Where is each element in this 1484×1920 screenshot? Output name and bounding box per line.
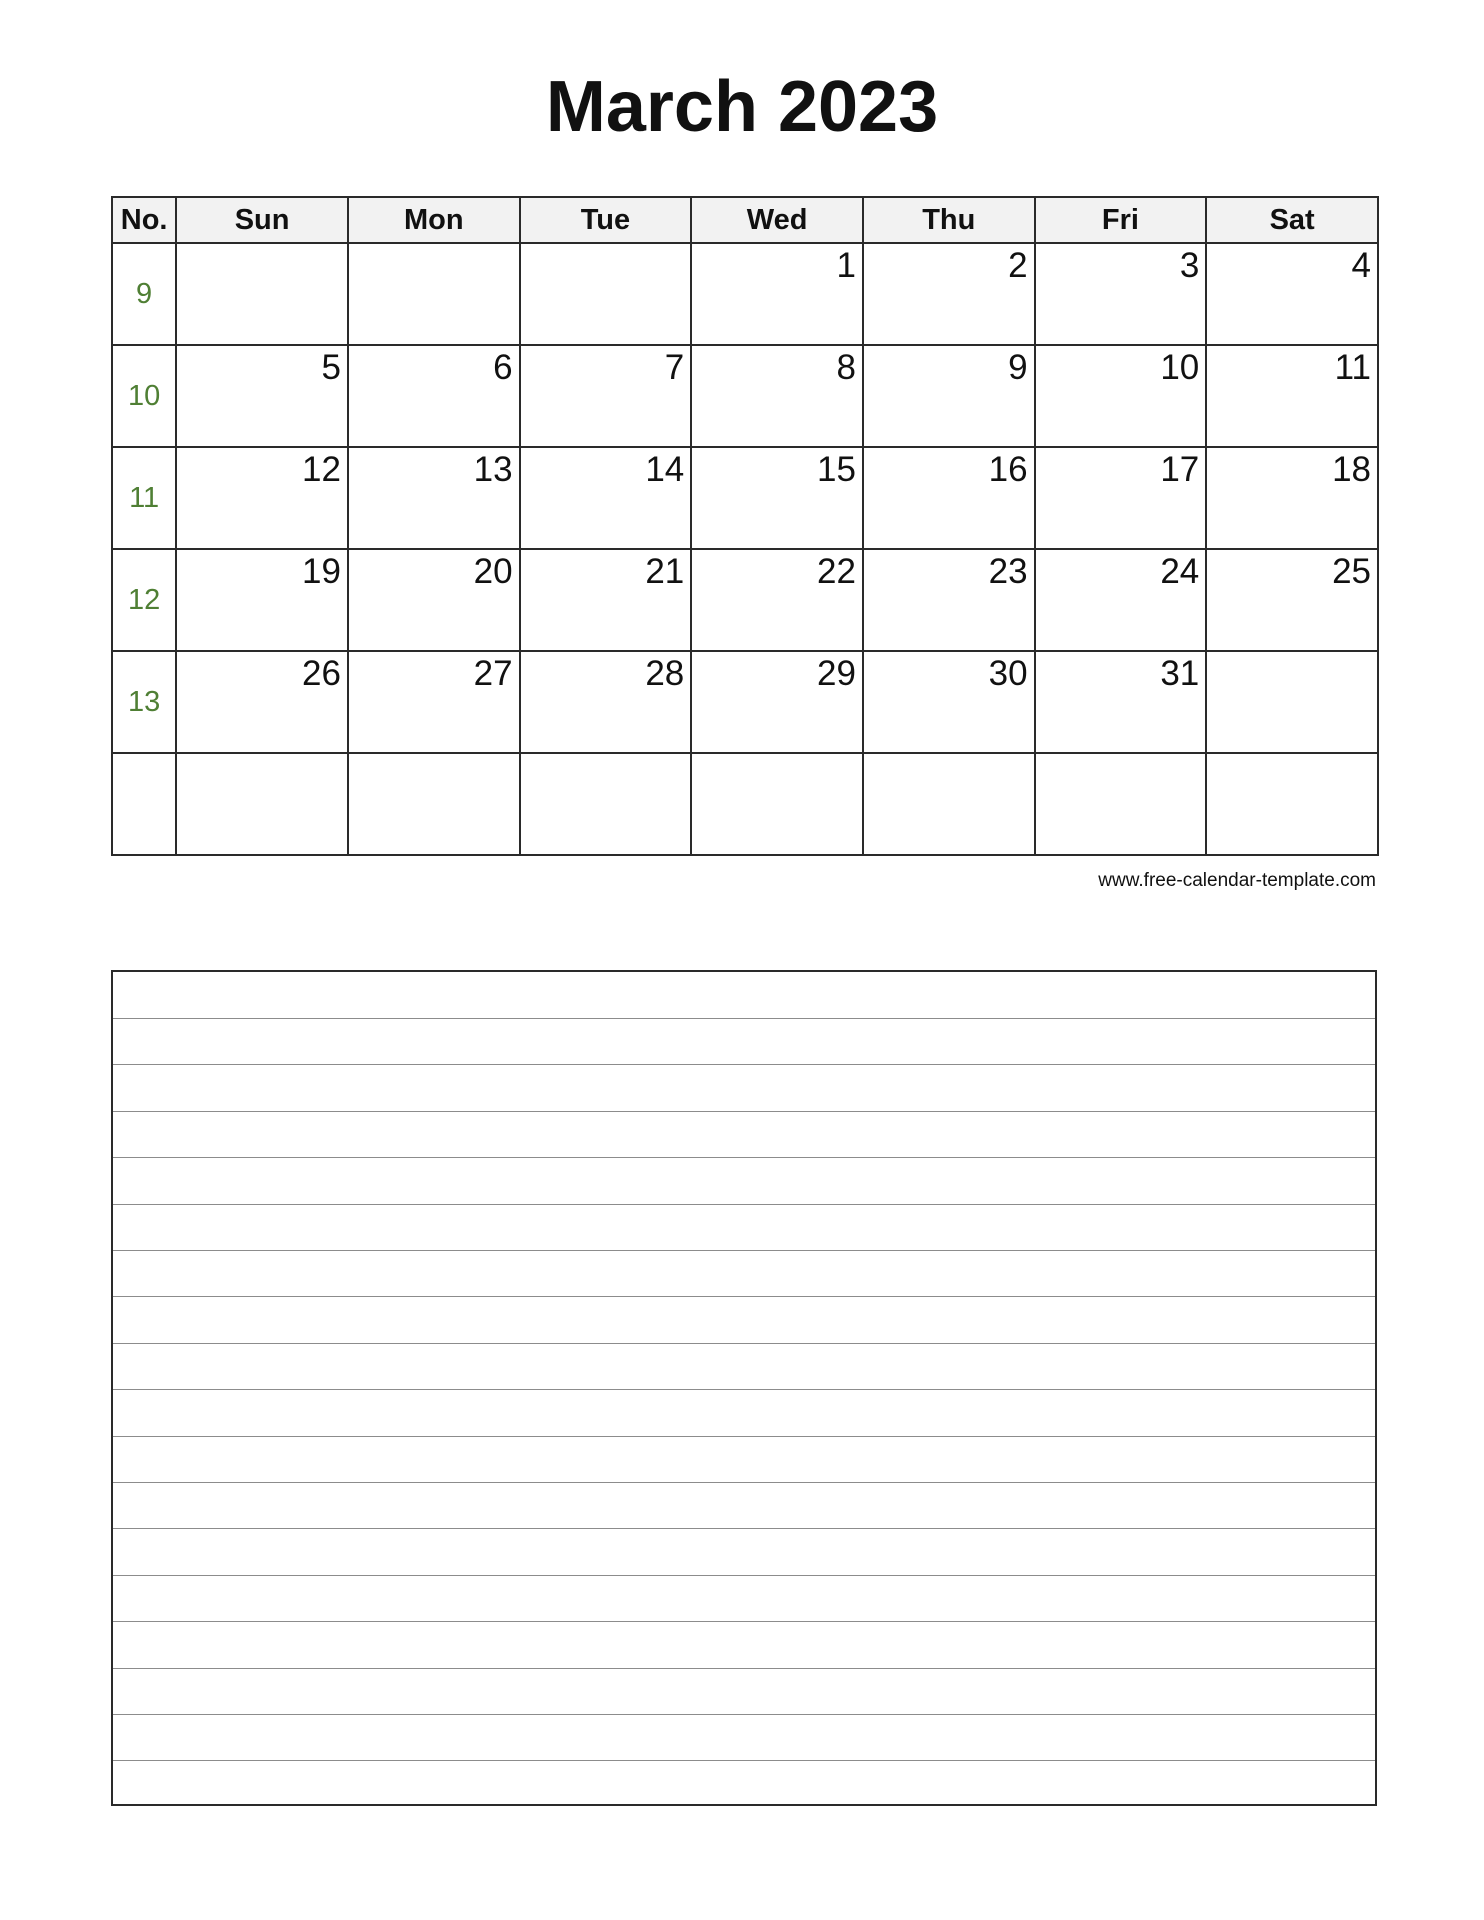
day-number: 5: [321, 348, 341, 387]
notes-area[interactable]: [111, 970, 1377, 1806]
note-line: [113, 1111, 1375, 1112]
day-number: 30: [988, 654, 1028, 693]
note-line: [113, 1343, 1375, 1344]
day-number: 15: [817, 450, 856, 489]
day-number: 16: [988, 450, 1028, 489]
weekday-header-wed: Wed: [691, 197, 863, 243]
day-number: [349, 244, 519, 246]
week-number: 10: [112, 345, 176, 447]
day-cell[interactable]: [176, 345, 348, 447]
note-line: [113, 1482, 1375, 1483]
calendar-grid: [111, 196, 1379, 856]
day-number: 6: [493, 348, 513, 387]
note-line: [113, 1389, 1375, 1390]
note-line: [113, 1204, 1375, 1205]
note-line: [113, 1668, 1375, 1669]
week-row: [112, 753, 1378, 855]
day-cell[interactable]: [520, 243, 692, 345]
day-cell[interactable]: [520, 651, 692, 753]
day-cell[interactable]: [520, 549, 692, 651]
day-cell[interactable]: [348, 651, 520, 753]
week-number: 9: [112, 243, 176, 345]
week-row: [112, 243, 1378, 345]
day-number: 20: [473, 552, 513, 591]
day-number: [1036, 754, 1206, 756]
week-number: [112, 753, 176, 855]
day-number: 31: [1160, 654, 1200, 693]
day-number: [1207, 754, 1377, 756]
week-row: [112, 651, 1378, 753]
weekday-header-tue: Tue: [520, 197, 692, 243]
note-line: [113, 1064, 1375, 1065]
note-line: [113, 1296, 1375, 1297]
day-number: [692, 754, 862, 756]
day-cell[interactable]: [1206, 651, 1378, 753]
day-cell[interactable]: [520, 753, 692, 855]
day-number: 9: [1008, 348, 1028, 387]
day-number: 23: [988, 552, 1028, 591]
day-number: 1: [836, 246, 856, 285]
day-cell[interactable]: [863, 753, 1035, 855]
week-number: 12: [112, 549, 176, 651]
note-line: [113, 1436, 1375, 1437]
day-number: 13: [473, 450, 513, 489]
day-cell[interactable]: [348, 345, 520, 447]
note-line: [113, 1714, 1375, 1715]
day-cell[interactable]: [1206, 345, 1378, 447]
note-line: [113, 1018, 1375, 1019]
day-number: 11: [1334, 348, 1371, 387]
day-number: 25: [1332, 552, 1371, 591]
week-row: [112, 549, 1378, 651]
day-cell[interactable]: [691, 651, 863, 753]
day-cell[interactable]: [176, 651, 348, 753]
day-number: [864, 754, 1034, 756]
week-row: [112, 345, 1378, 447]
day-cell[interactable]: [176, 447, 348, 549]
day-cell[interactable]: [1206, 243, 1378, 345]
week-row: [112, 447, 1378, 549]
day-cell[interactable]: [863, 243, 1035, 345]
day-number: 26: [301, 654, 341, 693]
day-number: [177, 754, 347, 756]
weekday-header-row: [112, 197, 1378, 243]
day-cell[interactable]: [1206, 447, 1378, 549]
day-cell[interactable]: [348, 243, 520, 345]
day-number: 18: [1332, 450, 1371, 489]
day-cell[interactable]: [1206, 549, 1378, 651]
weekday-header-thu: Thu: [863, 197, 1035, 243]
day-number: [177, 244, 347, 246]
day-number: 17: [1160, 450, 1200, 489]
day-number: 19: [301, 552, 341, 591]
day-number: 14: [645, 450, 685, 489]
day-number: 22: [817, 552, 856, 591]
day-number: 10: [1160, 348, 1200, 387]
weekday-header-fri: Fri: [1035, 197, 1207, 243]
day-cell[interactable]: [691, 753, 863, 855]
day-number: [521, 244, 691, 246]
week-number: 11: [112, 447, 176, 549]
day-number: [1207, 652, 1377, 654]
note-line: [113, 1621, 1375, 1622]
day-cell[interactable]: [863, 549, 1035, 651]
weekday-header-mon: Mon: [348, 197, 520, 243]
note-line: [113, 1575, 1375, 1576]
day-number: [349, 754, 519, 756]
week-number-header: No.: [112, 197, 176, 243]
note-line: [113, 1250, 1375, 1251]
day-number: 8: [836, 348, 856, 387]
day-cell[interactable]: [1035, 753, 1207, 855]
note-line: [113, 1157, 1375, 1158]
day-cell[interactable]: [863, 447, 1035, 549]
weekday-header-sat: Sat: [1206, 197, 1378, 243]
day-cell[interactable]: [520, 345, 692, 447]
day-cell[interactable]: [863, 651, 1035, 753]
day-cell[interactable]: [1206, 753, 1378, 855]
day-cell[interactable]: [176, 753, 348, 855]
day-cell[interactable]: [348, 753, 520, 855]
note-line: [113, 1528, 1375, 1529]
day-number: 2: [1008, 246, 1028, 285]
day-cell[interactable]: [1035, 243, 1207, 345]
day-cell[interactable]: [176, 243, 348, 345]
page-title: March 2023: [545, 67, 939, 147]
source-url: www.free-calendar-template.com: [1098, 870, 1376, 891]
day-cell[interactable]: [691, 549, 863, 651]
day-cell[interactable]: [1035, 345, 1207, 447]
day-cell[interactable]: [691, 243, 863, 345]
weekday-header-sun: Sun: [176, 197, 348, 243]
day-cell[interactable]: [863, 345, 1035, 447]
day-cell[interactable]: [1035, 447, 1207, 549]
day-cell[interactable]: [691, 447, 863, 549]
day-cell[interactable]: [176, 549, 348, 651]
day-number: 4: [1351, 246, 1371, 285]
day-number: 24: [1160, 552, 1200, 591]
day-number: 28: [645, 654, 685, 693]
day-number: [521, 754, 691, 756]
day-number: 12: [301, 450, 341, 489]
week-number: 13: [112, 651, 176, 753]
day-number: 27: [473, 654, 513, 693]
day-cell[interactable]: [1035, 549, 1207, 651]
day-number: 29: [817, 654, 856, 693]
day-cell[interactable]: [348, 549, 520, 651]
day-cell[interactable]: [520, 447, 692, 549]
day-cell[interactable]: [1035, 651, 1207, 753]
day-cell[interactable]: [348, 447, 520, 549]
note-line: [113, 1760, 1375, 1761]
day-number: 21: [645, 552, 685, 591]
day-cell[interactable]: [691, 345, 863, 447]
day-number: 7: [664, 348, 685, 387]
day-number: 3: [1179, 246, 1200, 285]
